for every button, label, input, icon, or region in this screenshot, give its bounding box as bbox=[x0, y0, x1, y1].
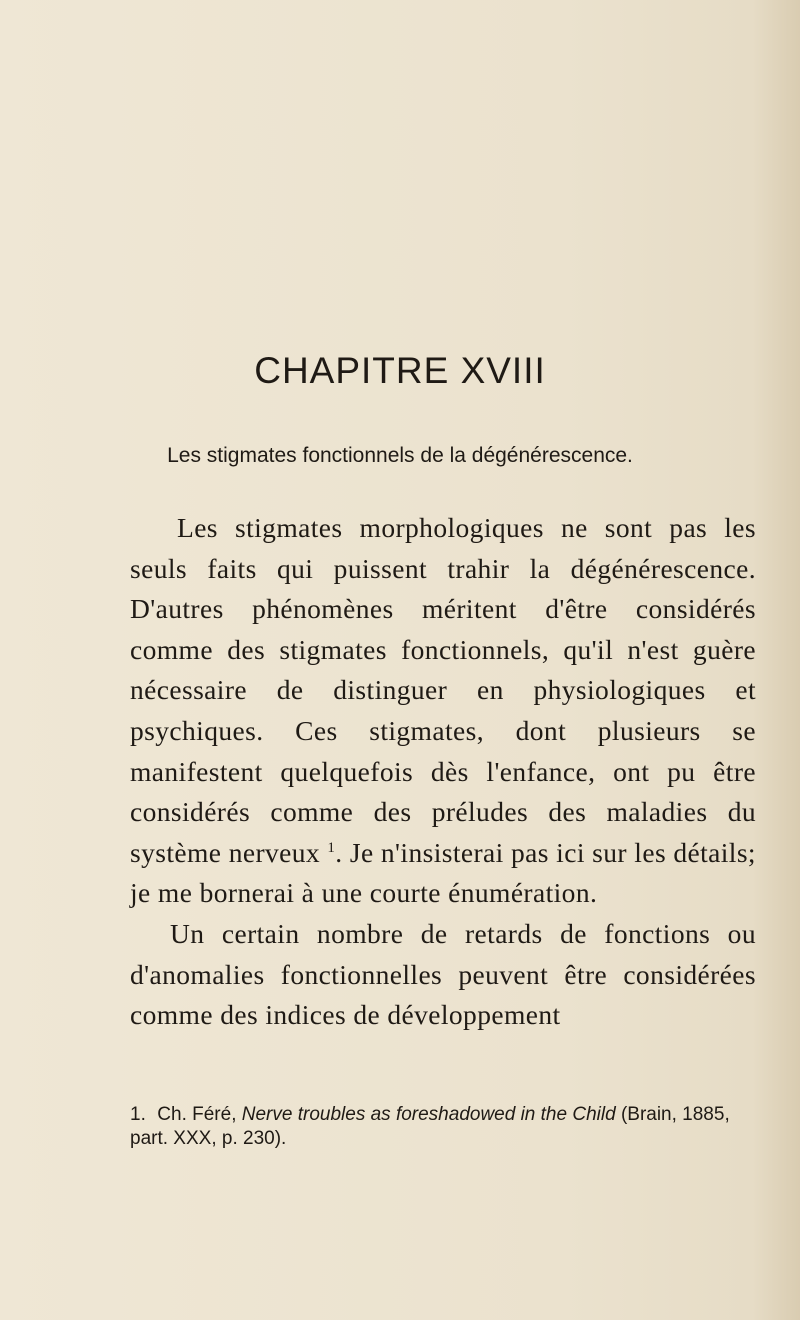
footnote-author: Ch. Féré, bbox=[157, 1104, 237, 1125]
footnote bbox=[130, 1103, 756, 1151]
paragraph-1 bbox=[130, 508, 756, 914]
chapter-title: CHAPITRE XVIII bbox=[254, 350, 546, 391]
paragraph-1-text: Les stigmates morphologiques ne sont pas les seuls faits qui puissent trahir la dégénérescence. D'autres phénomènes méritent d'être considérés comme des stigmates fonctionnels, qu'il n'est guère nécessaire de distinguer en physiologiques et psychiques. Ces stigmates, dont plusieurs se manifestent quelquefois dès l'enfance, ont pu être considérés comme des préludes des maladies du système nerveux bbox=[130, 512, 756, 868]
chapter-subtitle: Les stigmates fonctionnels de la dégénérescence. bbox=[167, 444, 633, 467]
footnote-title: Nerve troubles as foreshadowed in the Child bbox=[241, 1104, 616, 1125]
paragraph-2: Un certain nombre de retards de fonctions ou d'anomalies fonctionnelles peuvent être considérées comme des indices de développement bbox=[130, 917, 756, 1031]
footnote-reference: 1 bbox=[327, 839, 336, 856]
body-text bbox=[130, 508, 756, 1036]
footnote-number: 1. bbox=[130, 1104, 146, 1125]
footnote-citation: (Brain, 1885, part. XXX, p. 230). bbox=[130, 1104, 730, 1149]
paragraph-1-continuation: . Je n'insisterai pas ici sur les détails; je me bornerai à une courte énumération. bbox=[130, 836, 756, 909]
